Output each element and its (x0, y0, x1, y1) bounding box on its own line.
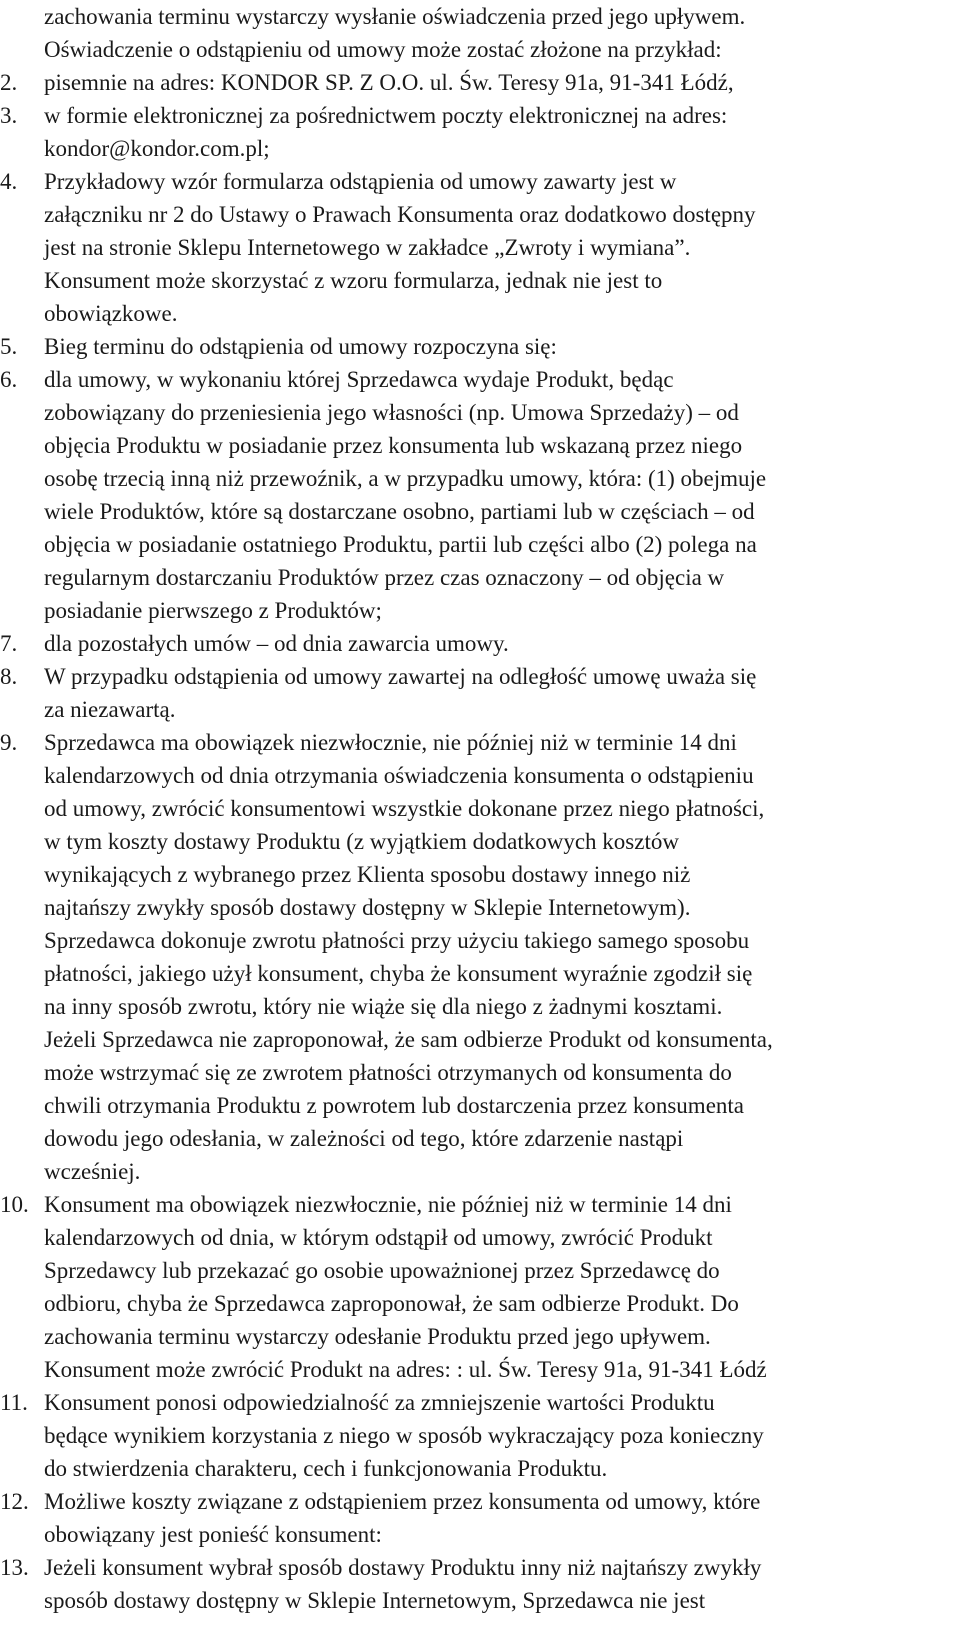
list-item-line (0, 1485, 960, 1518)
list-item-line (0, 1254, 960, 1287)
list-item-line (0, 132, 960, 165)
list-item (0, 1485, 960, 1551)
list-item-line (0, 660, 960, 693)
list-item-number: 6. (0, 367, 18, 392)
list-item-line (0, 1089, 960, 1122)
list-item-text: kondor@kondor.com.pl; (44, 136, 270, 161)
list-item-number: 10. (0, 1192, 29, 1217)
list-item-line (0, 198, 960, 231)
list-item-text: Konsument może skorzystać z wzoru formularza, jednak nie jest to (44, 268, 663, 293)
list-item-text: w formie elektronicznej za pośrednictwem poczty elektronicznej na adres: (44, 103, 728, 128)
list-item-text: Sprzedawca dokonuje zwrotu płatności przy użyciu takiego samego sposobu (44, 928, 750, 953)
list-item-number: 2. (0, 70, 18, 95)
list-item-line (0, 231, 960, 264)
list-item-text: kalendarzowych od dnia, w którym odstąpił od umowy, zwrócić Produkt (44, 1225, 713, 1250)
list-item-text: od umowy, zwrócić konsumentowi wszystkie dokonane przez niego płatności, (44, 796, 765, 821)
list-item-line (0, 264, 960, 297)
list-item-text: dla pozostałych umów – od dnia zawarcia umowy. (44, 631, 509, 656)
list-item-text: Konsument może zwrócić Produkt na adres: : ul. Św. Teresy 91a, 91-341 Łódź (44, 1357, 767, 1382)
list-item-line (0, 1584, 960, 1617)
list-item-text: osobę trzecią inną niż przewoźnik, a w przypadku umowy, która: (1) obejmuje (44, 466, 767, 491)
list-item-text: dowodu jego odesłania, w zależności od tego, które zdarzenie nastąpi (44, 1126, 684, 1151)
list-item-line (0, 1386, 960, 1419)
list-item-text: Konsument ponosi odpowiedzialność za zmniejszenie wartości Produktu (44, 1390, 715, 1415)
list-item-number: 8. (0, 664, 18, 689)
list-item-line (0, 429, 960, 462)
list-item-line (0, 1320, 960, 1353)
list-item-line (0, 1419, 960, 1452)
list-item-text: odbioru, chyba że Sprzedawca zaproponował, że sam odbierze Produkt. Do (44, 1291, 739, 1316)
list-item-line (0, 1188, 960, 1221)
list-item-line (0, 858, 960, 891)
intro-line-2: Oświadczenie o odstąpieniu od umowy może zostać złożone na przykład: (44, 37, 722, 62)
list-item-line (0, 594, 960, 627)
list-item-number: 13. (0, 1555, 29, 1580)
list-item-text: na inny sposób zwrotu, który nie wiąże się dla niego z żadnymi kosztami. (44, 994, 723, 1019)
list-item (0, 165, 960, 330)
list-item-text: obowiązkowe. (44, 301, 178, 326)
list-item-line (0, 330, 960, 363)
list-item-line (0, 792, 960, 825)
list-item-text: płatności, jakiego użył konsument, chyba że konsument wyraźnie zgodził się (44, 961, 753, 986)
list-item-line (0, 693, 960, 726)
list-item-text: objęcia Produktu w posiadanie przez konsumenta lub wskazaną przez niego (44, 433, 743, 458)
list-item-line (0, 1551, 960, 1584)
list-item-line (0, 957, 960, 990)
list-item-text: Bieg terminu do odstąpienia od umowy rozpoczyna się: (44, 334, 557, 359)
list-item-line (0, 363, 960, 396)
list-item (0, 330, 960, 363)
list-item-line (0, 528, 960, 561)
list-item-text: zachowania terminu wystarczy odesłanie Produktu przed jego upływem. (44, 1324, 711, 1349)
list-item-text: wiele Produktów, które są dostarczane osobno, partiami lub w częściach – od (44, 499, 755, 524)
list-item-line (0, 99, 960, 132)
list-item-text: za niezawartą. (44, 697, 176, 722)
list-item-text: W przypadku odstąpienia od umowy zawartej na odległość umowę uważa się (44, 664, 757, 689)
list-item-text: Jeżeli Sprzedawca nie zaproponował, że sam odbierze Produkt od konsumenta, (44, 1027, 773, 1052)
list-item (0, 1551, 960, 1617)
list-item-text: do stwierdzenia charakteru, cech i funkcjonowania Produktu. (44, 1456, 608, 1481)
intro-line-1: zachowania terminu wystarczy wysłanie oświadczenia przed jego upływem. (44, 4, 746, 29)
list-item-text: jest na stronie Sklepu Internetowego w zakładce „Zwroty i wymiana”. (44, 235, 691, 260)
list-item-text: posiadanie pierwszego z Produktów; (44, 598, 382, 623)
list-item-text: najtańszy zwykły sposób dostawy dostępny w Sklepie Internetowym). (44, 895, 691, 920)
list-item-text: Konsument ma obowiązek niezwłocznie, nie później niż w terminie 14 dni (44, 1192, 732, 1217)
list-item-text: obowiązany jest ponieść konsument: (44, 1522, 382, 1547)
list-item-line (0, 1452, 960, 1485)
list-item-text: Przykładowy wzór formularza odstąpienia od umowy zawarty jest w (44, 169, 677, 194)
list-item-number: 7. (0, 631, 18, 656)
list-item-line (0, 297, 960, 330)
list-item-line (0, 1023, 960, 1056)
list-item-line (0, 495, 960, 528)
list-item-line (0, 462, 960, 495)
list-item-text: Możliwe koszty związane z odstąpieniem przez konsumenta od umowy, które (44, 1489, 761, 1514)
list-item-number: 9. (0, 730, 18, 755)
list-item-line (0, 1056, 960, 1089)
list-item-line (0, 165, 960, 198)
list-item-number: 4. (0, 169, 18, 194)
list-item-number: 3. (0, 103, 18, 128)
list-item-text: wcześniej. (44, 1159, 141, 1184)
list-item-line (0, 1221, 960, 1254)
list-item (0, 726, 960, 1188)
list-item (0, 363, 960, 627)
list-item-line (0, 1518, 960, 1551)
list-item-text: kalendarzowych od dnia otrzymania oświadczenia konsumenta o odstąpieniu (44, 763, 754, 788)
list-item-text: Sprzedawcy lub przekazać go osobie upoważnionej przez Sprzedawcę do (44, 1258, 720, 1283)
list-item (0, 627, 960, 660)
list-item-text: chwili otrzymania Produktu z powrotem lub dostarczenia przez konsumenta (44, 1093, 745, 1118)
list-item-line (0, 1155, 960, 1188)
list-item-line (0, 396, 960, 429)
list-item-line (0, 66, 960, 99)
list-item-number: 12. (0, 1489, 29, 1514)
list-item (0, 99, 960, 165)
list-item-line (0, 561, 960, 594)
list-item-text: w tym koszty dostawy Produktu (z wyjątkiem dodatkowych kosztów (44, 829, 679, 854)
list-item-text: zobowiązany do przeniesienia jego własności (np. Umowa Sprzedaży) – od (44, 400, 739, 425)
list-item-number: 11. (0, 1390, 28, 1415)
list-item-line (0, 1287, 960, 1320)
list-item-line (0, 627, 960, 660)
list-item-text: objęcia w posiadanie ostatniego Produktu, partii lub części albo (2) polega na (44, 532, 757, 557)
list-item-text: wynikających z wybranego przez Klienta sposobu dostawy innego niż (44, 862, 691, 887)
list-item (0, 660, 960, 726)
list-item (0, 66, 960, 99)
list-item-text: sposób dostawy dostępny w Sklepie Internetowym, Sprzedawca nie jest (44, 1588, 706, 1613)
numbered-list (0, 66, 960, 1617)
list-item-text: Jeżeli konsument wybrał sposób dostawy Produktu inny niż najtańszy zwykły (44, 1555, 762, 1580)
list-item-text: pisemnie na adres: KONDOR SP. Z O.O. ul. Św. Teresy 91a, 91-341 Łódź, (44, 70, 734, 95)
list-item-text: Sprzedawca ma obowiązek niezwłocznie, nie później niż w terminie 14 dni (44, 730, 737, 755)
list-item-line (0, 1122, 960, 1155)
list-item-line (0, 759, 960, 792)
list-item (0, 1386, 960, 1485)
list-item-line (0, 924, 960, 957)
list-item-line (0, 1353, 960, 1386)
list-item-number: 5. (0, 334, 18, 359)
list-item-line (0, 726, 960, 759)
list-item-text: będące wynikiem korzystania z niego w sposób wykraczający poza konieczny (44, 1423, 764, 1448)
list-item-text: załączniku nr 2 do Ustawy o Prawach Konsumenta oraz dodatkowo dostępny (44, 202, 756, 227)
list-item-text: dla umowy, w wykonaniu której Sprzedawca wydaje Produkt, będąc (44, 367, 674, 392)
list-item-text: może wstrzymać się ze zwrotem płatności otrzymanych od konsumenta do (44, 1060, 732, 1085)
list-item-line (0, 891, 960, 924)
list-item-line (0, 825, 960, 858)
list-item-text: regularnym dostarczaniu Produktów przez czas oznaczony – od objęcia w (44, 565, 725, 590)
list-item (0, 1188, 960, 1386)
list-item-line (0, 990, 960, 1023)
